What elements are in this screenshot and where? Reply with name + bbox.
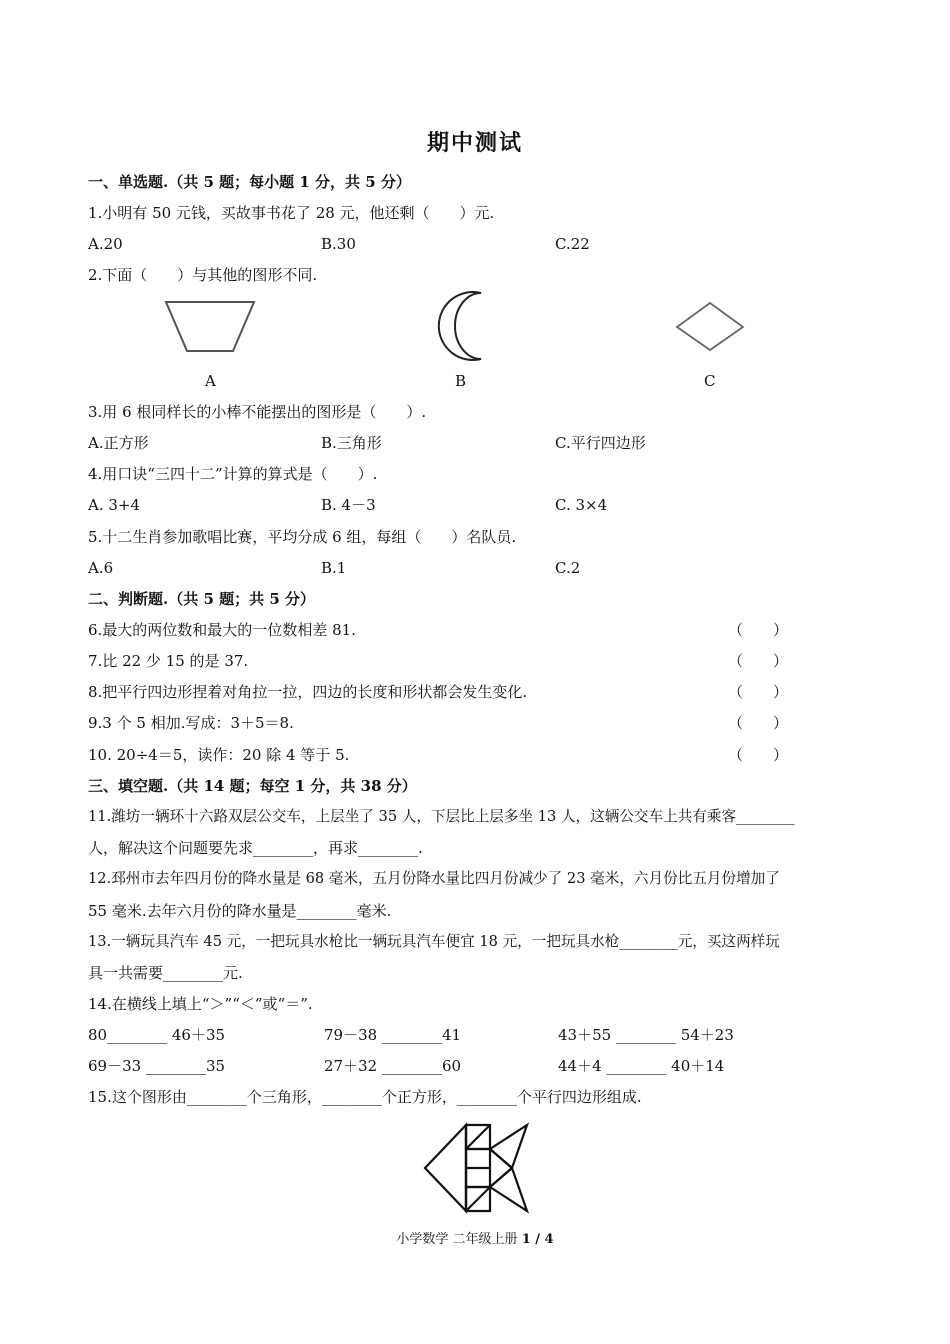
q1-option-b: B.30 (321, 235, 356, 253)
compare-item-6: 44＋4 ________ 40＋14 (558, 1057, 725, 1075)
q3-option-b: B.三角形 (321, 434, 382, 452)
q2-label-a: A (205, 372, 216, 390)
compare-item-4: 69－33 ________35 (88, 1057, 226, 1075)
question-12-line-2: 55 毫米.去年六月份的降水量是________毫米. (88, 902, 392, 920)
tangram-fish-figure (420, 1120, 532, 1216)
question-3: 3.用 6 根同样长的小棒不能摆出的图形是（ ）. (88, 403, 427, 421)
q7-answer-parens: （ ） (728, 652, 789, 670)
question-9: 9.3 个 5 相加.写成：3＋5＝8. (88, 714, 294, 732)
question-10: 10. 20÷4＝5，读作：20 除 4 等于 5. (88, 746, 350, 764)
question-14: 14.在横线上填上“＞”“＜”或“＝”. (88, 995, 313, 1013)
question-8: 8.把平行四边形捏着对角拉一拉，四边的长度和形状都会发生变化. (88, 683, 528, 701)
q4-option-a: A. 3+4 (88, 496, 141, 514)
compare-item-1: 80________ 46＋35 (88, 1026, 226, 1044)
question-15: 15.这个图形由________个三角形，________个正方形，________个平行四边形组成. (88, 1088, 642, 1106)
compare-item-2: 79－38 ________41 (324, 1026, 462, 1044)
question-1: 1.小明有 50 元钱，买故事书花了 28 元，他还剩（ ）元. (88, 204, 495, 222)
question-2: 2.下面（ ）与其他的图形不同. (88, 266, 318, 284)
question-12-line-1: 12.邳州市去年四月份的降水量是 68 毫米，五月份降水量比四月份减少了 23 毫米，六月份比五月份增加了 (88, 870, 780, 887)
q3-option-a: A.正方形 (88, 434, 149, 452)
section-heading-single-choice: 一、单选题.（共 5 题；每小题 1 分，共 5 分） (88, 173, 411, 191)
q6-answer-parens: （ ） (728, 621, 789, 639)
page-title: 期中测试 (426, 130, 523, 156)
question-11-line-1: 11.潍坊一辆环十六路双层公交车，上层坐了 35 人，下层比上层多坐 13 人，这辆公交车上共有乘客________ (88, 808, 795, 825)
question-13-line-1: 13.一辆玩具汽车 45 元，一把玩具水枪比一辆玩具汽车便宜 18 元，一把玩具水枪________元，买这两样玩 (88, 933, 780, 950)
q5-option-b: B.1 (321, 559, 347, 577)
q5-option-c: C.2 (555, 559, 581, 577)
question-5: 5.十二生肖参加歌唱比赛，平均分成 6 组，每组（ ）名队员. (88, 528, 517, 546)
question-4: 4.用口诀“三四十二”计算的算式是（ ）. (88, 465, 378, 483)
q1-option-a: A.20 (88, 235, 123, 253)
q9-answer-parens: （ ） (728, 714, 789, 732)
q4-option-b: B. 4－3 (321, 496, 376, 514)
page-footer (0, 1228, 950, 1247)
q5-option-a: A.6 (88, 559, 114, 577)
question-6: 6.最大的两位数和最大的一位数相差 81. (88, 621, 356, 639)
compare-item-3: 43＋55 ________ 54＋23 (558, 1026, 734, 1044)
q1-option-c: C.22 (555, 235, 590, 253)
footer-page-number: 1 / 4 (521, 1232, 554, 1247)
q10-answer-parens: （ ） (728, 746, 789, 764)
question-7: 7.比 22 少 15 的是 37. (88, 652, 249, 670)
trapezoid-figure (160, 298, 260, 358)
q8-answer-parens: （ ） (728, 683, 789, 701)
q3-option-c: C.平行四边形 (555, 434, 646, 452)
q4-option-c: C. 3×4 (555, 496, 608, 514)
question-13-line-2: 具一共需要________元. (88, 964, 243, 982)
footer-course-label: 小学数学 二年级上册 (396, 1232, 522, 1247)
question-11-line-2: 人，解决这个问题要先求________，再求________. (88, 839, 423, 857)
rhombus-figure (674, 300, 746, 354)
q2-label-c: C (704, 372, 716, 390)
q2-label-b: B (455, 372, 467, 390)
crescent-moon-figure (432, 290, 488, 364)
section-heading-fill-in: 三、填空题.（共 14 题；每空 1 分，共 38 分） (88, 777, 417, 795)
compare-item-5: 27＋32 ________60 (324, 1057, 462, 1075)
section-heading-true-false: 二、判断题.（共 5 题；共 5 分） (88, 590, 315, 608)
